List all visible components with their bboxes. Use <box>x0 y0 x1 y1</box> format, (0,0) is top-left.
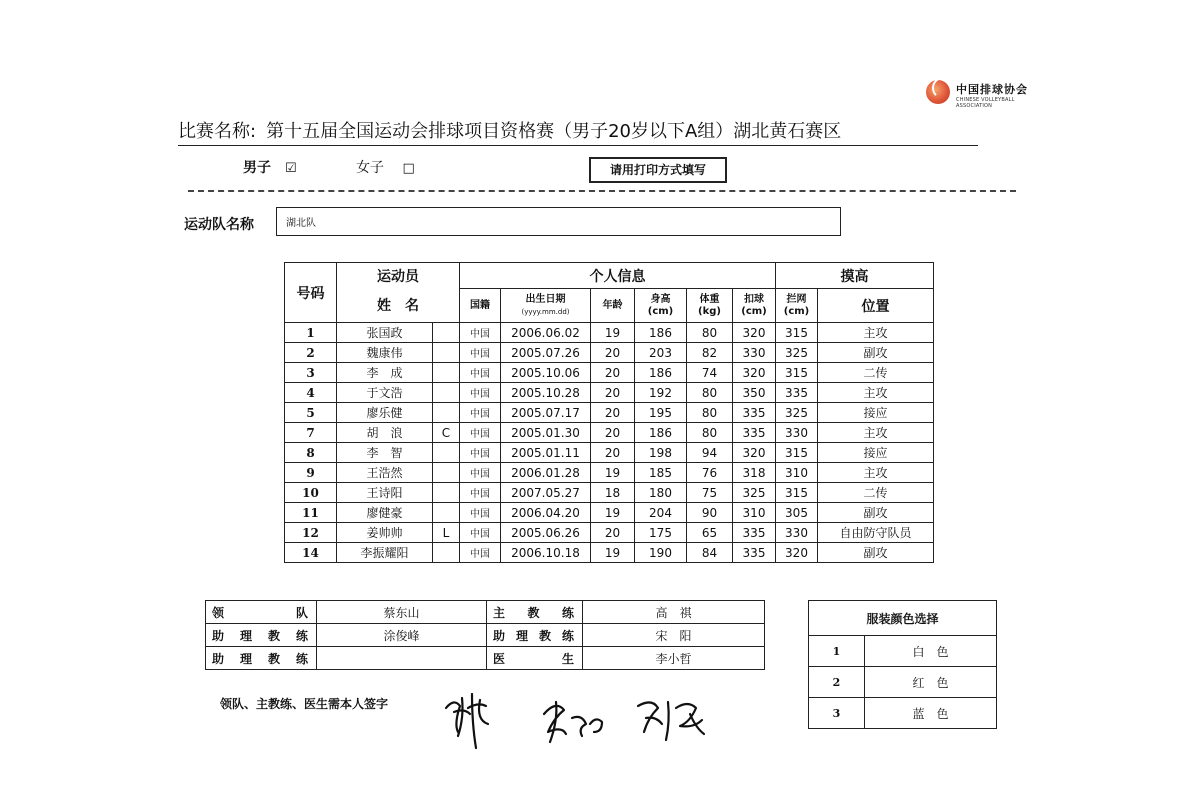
player-name: 李 智 <box>337 443 433 463</box>
header-name: 姓 名 <box>337 289 460 323</box>
staff-role-right: 助理教练 <box>487 624 583 647</box>
player-number: 12 <box>285 523 337 543</box>
player-role <box>433 463 460 483</box>
header-spike-label: 扣球 <box>744 293 764 305</box>
table-row <box>285 403 934 423</box>
player-nationality: 中国 <box>460 363 501 383</box>
player-age: 20 <box>591 423 635 443</box>
player-name: 廖健豪 <box>337 503 433 523</box>
header-height-label: 身高 <box>650 293 671 305</box>
logo-name: 中国排球协会 <box>956 83 1028 96</box>
player-role: C <box>433 423 460 443</box>
player-height: 190 <box>635 543 687 563</box>
player-name: 王浩然 <box>337 463 433 483</box>
player-block: 325 <box>776 343 818 363</box>
player-role <box>433 323 460 343</box>
staff-name-right: 高 祺 <box>583 601 765 624</box>
uniform-color-table <box>808 600 997 729</box>
table-row <box>285 423 934 443</box>
player-weight: 80 <box>687 403 733 423</box>
signature-instruction: 领队、主教练、医生需本人签字 <box>220 697 389 711</box>
player-nationality: 中国 <box>460 443 501 463</box>
female-checkbox[interactable]: □ <box>402 161 415 176</box>
player-weight: 90 <box>687 503 733 523</box>
table-row <box>285 543 934 563</box>
signature-team-leader <box>544 702 602 742</box>
player-name: 姜帅帅 <box>337 523 433 543</box>
player-position: 主攻 <box>818 323 934 343</box>
player-height: 186 <box>635 363 687 383</box>
player-number: 1 <box>285 323 337 343</box>
staff-name-right: 宋 阳 <box>583 624 765 647</box>
header-birth-label: 出生日期 <box>525 293 566 305</box>
player-number: 9 <box>285 463 337 483</box>
player-position: 副攻 <box>818 343 934 363</box>
player-nationality: 中国 <box>460 383 501 403</box>
player-nationality: 中国 <box>460 483 501 503</box>
player-nationality: 中国 <box>460 343 501 363</box>
player-number: 8 <box>285 443 337 463</box>
player-nationality: 中国 <box>460 543 501 563</box>
header-spike-unit: (cm) <box>741 305 767 317</box>
staff-name-left: 涂俊峰 <box>317 624 487 647</box>
roster-table <box>284 262 934 563</box>
player-number: 5 <box>285 403 337 423</box>
player-block: 320 <box>776 543 818 563</box>
player-height: 204 <box>635 503 687 523</box>
table-row <box>285 503 934 523</box>
player-number: 4 <box>285 383 337 403</box>
uniform-color-option <box>809 667 997 698</box>
player-position: 二传 <box>818 363 934 383</box>
player-age: 19 <box>591 323 635 343</box>
table-row <box>285 323 934 343</box>
player-age: 19 <box>591 463 635 483</box>
team-name-field[interactable] <box>276 207 841 236</box>
header-height-unit: (cm) <box>647 305 674 317</box>
gender-male <box>243 157 311 177</box>
player-age: 20 <box>591 403 635 423</box>
player-name: 李 成 <box>337 363 433 383</box>
player-height: 192 <box>635 383 687 403</box>
staff-role-right: 医生 <box>487 647 583 670</box>
staff-table <box>205 600 765 670</box>
table-row <box>285 463 934 483</box>
staff-name-right: 李小哲 <box>583 647 765 670</box>
female-label: 女子 <box>356 160 384 176</box>
player-role <box>433 403 460 423</box>
uniform-option-color: 蓝 色 <box>865 698 997 729</box>
player-birth-date: 2005.06.26 <box>501 523 591 543</box>
table-row <box>285 363 934 383</box>
uniform-color-option <box>809 636 997 667</box>
signature-head-coach <box>446 694 488 748</box>
player-block: 310 <box>776 463 818 483</box>
player-age: 20 <box>591 443 635 463</box>
header-birth-format: (yyyy.mm.dd) <box>521 307 570 316</box>
table-row <box>285 343 934 363</box>
header-position-bottom: 位置 <box>818 289 934 323</box>
logo-subtitle: CHINESE VOLLEYBALL ASSOCIATION <box>956 97 1015 109</box>
header-birth-date <box>501 289 591 323</box>
player-role <box>433 363 460 383</box>
player-birth-date: 2007.05.27 <box>501 483 591 503</box>
player-weight: 74 <box>687 363 733 383</box>
header-block-label: 拦网 <box>786 293 807 305</box>
player-birth-date: 2005.10.28 <box>501 383 591 403</box>
player-weight: 65 <box>687 523 733 543</box>
player-birth-date: 2005.07.26 <box>501 343 591 363</box>
player-nationality: 中国 <box>460 503 501 523</box>
player-role: L <box>433 523 460 543</box>
player-spike: 320 <box>733 323 776 343</box>
staff-name-left <box>317 647 487 670</box>
player-name: 李振耀阳 <box>337 543 433 563</box>
player-block: 315 <box>776 443 818 463</box>
player-position: 副攻 <box>818 543 934 563</box>
player-spike: 310 <box>733 503 776 523</box>
gender-female <box>356 157 415 177</box>
player-birth-date: 2006.01.28 <box>501 463 591 483</box>
uniform-color-option <box>809 698 997 729</box>
player-number: 7 <box>285 423 337 443</box>
player-nationality: 中国 <box>460 523 501 543</box>
player-number: 14 <box>285 543 337 563</box>
signature-doctor <box>638 702 704 740</box>
player-role <box>433 443 460 463</box>
staff-role-left: 助理教练 <box>206 647 317 670</box>
player-block: 305 <box>776 503 818 523</box>
player-birth-date: 2005.01.30 <box>501 423 591 443</box>
match-title <box>178 117 978 146</box>
player-name: 张国政 <box>337 323 433 343</box>
player-block: 335 <box>776 383 818 403</box>
player-height: 185 <box>635 463 687 483</box>
player-age: 20 <box>591 523 635 543</box>
player-position: 主攻 <box>818 463 934 483</box>
player-position: 接应 <box>818 443 934 463</box>
association-logo <box>926 80 1036 110</box>
player-position: 自由防守队员 <box>818 523 934 543</box>
player-age: 20 <box>591 363 635 383</box>
uniform-option-number: 2 <box>809 667 865 698</box>
roster-body <box>285 323 934 563</box>
player-weight: 75 <box>687 483 733 503</box>
table-row <box>285 523 934 543</box>
staff-body <box>206 601 765 670</box>
player-block: 330 <box>776 423 818 443</box>
player-position: 主攻 <box>818 423 934 443</box>
player-height: 195 <box>635 403 687 423</box>
player-block: 315 <box>776 483 818 503</box>
player-spike: 335 <box>733 403 776 423</box>
player-height: 175 <box>635 523 687 543</box>
player-height: 180 <box>635 483 687 503</box>
header-spike <box>733 289 776 323</box>
player-birth-date: 2005.07.17 <box>501 403 591 423</box>
player-age: 19 <box>591 503 635 523</box>
player-nationality: 中国 <box>460 463 501 483</box>
uniform-option-number: 1 <box>809 636 865 667</box>
player-nationality: 中国 <box>460 423 501 443</box>
player-age: 20 <box>591 383 635 403</box>
player-block: 315 <box>776 323 818 343</box>
player-position: 副攻 <box>818 503 934 523</box>
player-nationality: 中国 <box>460 323 501 343</box>
staff-row <box>206 624 765 647</box>
player-age: 19 <box>591 543 635 563</box>
player-role <box>433 383 460 403</box>
player-role <box>433 343 460 363</box>
staff-row <box>206 601 765 624</box>
player-weight: 84 <box>687 543 733 563</box>
header-block <box>776 289 818 323</box>
match-label: 比赛名称: <box>178 121 257 142</box>
player-role <box>433 483 460 503</box>
player-spike: 320 <box>733 363 776 383</box>
team-name-value: 湖北队 <box>286 218 316 229</box>
player-role <box>433 503 460 523</box>
player-spike: 335 <box>733 523 776 543</box>
team-label: 运动队名称 <box>184 217 254 233</box>
header-height <box>635 289 687 323</box>
header-number: 号码 <box>285 263 337 323</box>
table-row <box>285 483 934 503</box>
player-number: 10 <box>285 483 337 503</box>
dashed-divider <box>188 190 1016 192</box>
player-weight: 94 <box>687 443 733 463</box>
player-spike: 318 <box>733 463 776 483</box>
player-position: 二传 <box>818 483 934 503</box>
player-spike: 325 <box>733 483 776 503</box>
player-number: 3 <box>285 363 337 383</box>
player-name: 廖乐健 <box>337 403 433 423</box>
player-height: 186 <box>635 423 687 443</box>
header-weight-unit: (kg) <box>698 305 721 317</box>
player-block: 325 <box>776 403 818 423</box>
player-birth-date: 2006.10.18 <box>501 543 591 563</box>
table-row <box>285 443 934 463</box>
player-position: 主攻 <box>818 383 934 403</box>
uniform-option-color: 红 色 <box>865 667 997 698</box>
player-block: 330 <box>776 523 818 543</box>
header-nationality: 国籍 <box>460 289 501 323</box>
player-position: 接应 <box>818 403 934 423</box>
header-personal-info: 个人信息 <box>460 263 776 289</box>
player-age: 18 <box>591 483 635 503</box>
fill-note: 请用打印方式填写 <box>589 157 727 183</box>
player-weight: 80 <box>687 383 733 403</box>
player-name: 于文浩 <box>337 383 433 403</box>
player-spike: 335 <box>733 423 776 443</box>
uniform-option-color: 白 色 <box>865 636 997 667</box>
staff-role-right: 主教练 <box>487 601 583 624</box>
player-birth-date: 2006.04.20 <box>501 503 591 523</box>
player-age: 20 <box>591 343 635 363</box>
player-height: 198 <box>635 443 687 463</box>
match-name: 第十五届全国运动会排球项目资格赛（男子20岁以下A组）湖北黄石赛区 <box>266 121 842 142</box>
staff-name-left: 蔡东山 <box>317 601 487 624</box>
header-block-unit: (cm) <box>783 305 810 317</box>
player-spike: 335 <box>733 543 776 563</box>
male-label: 男子 <box>243 160 271 176</box>
uniform-color-title: 服装颜色选择 <box>809 601 997 636</box>
uniform-option-number: 3 <box>809 698 865 729</box>
player-nationality: 中国 <box>460 403 501 423</box>
male-checkbox[interactable]: ☑ <box>285 161 297 176</box>
player-number: 2 <box>285 343 337 363</box>
player-name: 胡 浪 <box>337 423 433 443</box>
volleyball-icon <box>926 80 950 104</box>
header-weight-label: 体重 <box>699 293 720 305</box>
header-weight <box>687 289 733 323</box>
handwritten-signatures <box>432 678 732 758</box>
player-weight: 80 <box>687 323 733 343</box>
player-spike: 330 <box>733 343 776 363</box>
player-spike: 350 <box>733 383 776 403</box>
player-name: 王诗阳 <box>337 483 433 503</box>
player-block: 315 <box>776 363 818 383</box>
player-birth-date: 2005.10.06 <box>501 363 591 383</box>
header-reach: 摸高 <box>776 263 934 289</box>
player-height: 203 <box>635 343 687 363</box>
player-spike: 320 <box>733 443 776 463</box>
header-athlete: 运动员 <box>337 263 460 289</box>
player-name: 魏康伟 <box>337 343 433 363</box>
player-weight: 80 <box>687 423 733 443</box>
uniform-color-options <box>809 636 997 729</box>
player-birth-date: 2006.06.02 <box>501 323 591 343</box>
header-age: 年龄 <box>591 289 635 323</box>
staff-row <box>206 647 765 670</box>
player-weight: 82 <box>687 343 733 363</box>
player-weight: 76 <box>687 463 733 483</box>
staff-role-left: 助理教练 <box>206 624 317 647</box>
player-role <box>433 543 460 563</box>
staff-role-left: 领队 <box>206 601 317 624</box>
player-number: 11 <box>285 503 337 523</box>
table-row <box>285 383 934 403</box>
player-birth-date: 2005.01.11 <box>501 443 591 463</box>
player-height: 186 <box>635 323 687 343</box>
